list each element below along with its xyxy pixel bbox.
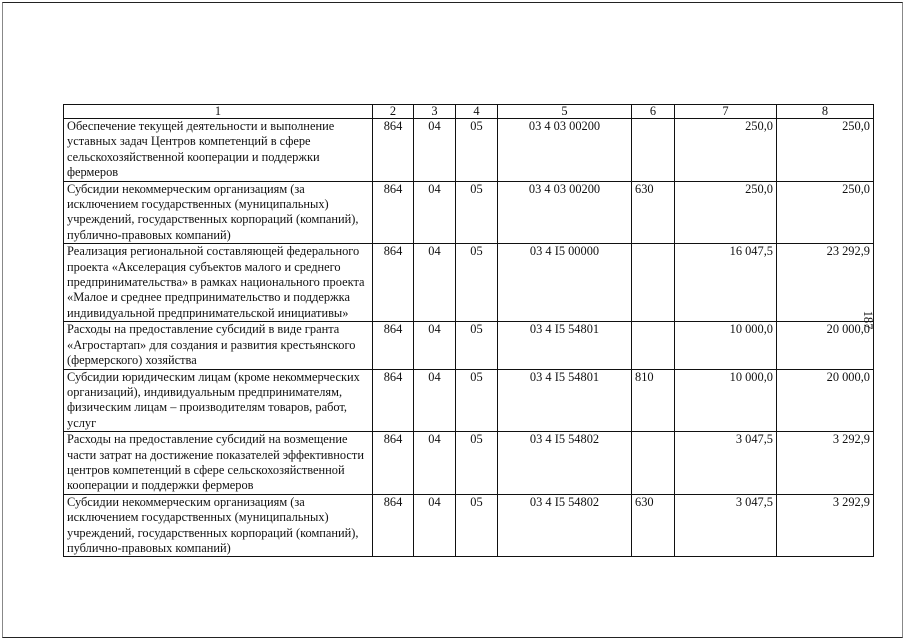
row-name: Субсидии некоммерческим организациям (за исключением государственных (муниципальных) учреждений, государственных корпораций (компаний), публично-правовых компаний): [64, 494, 373, 557]
row-expense-type: [632, 244, 675, 322]
row-name: Субсидии юридическим лицам (кроме некоммерческих организаций), индивидуальным предпринимателям, физическим лицам – производителям товаров, работ, услуг: [64, 369, 373, 432]
row-name: Расходы на предоставление субсидий на возмещение части затрат на достижение показателей эффективности центров компетенций в сфере сельскохозяйственной кооперации и поддержки фермеров: [64, 432, 373, 495]
row-section-code: 04: [414, 494, 456, 557]
row-expense-type: [632, 322, 675, 369]
page-number: 187: [861, 310, 875, 330]
row-sum-1: 250,0: [675, 181, 777, 244]
column-header: 5: [498, 105, 632, 119]
column-number-row: [64, 105, 874, 119]
row-ministry-code: 864: [373, 369, 414, 432]
row-ministry-code: 864: [373, 322, 414, 369]
budget-table: [63, 104, 874, 557]
row-section-code: 04: [414, 181, 456, 244]
column-header: 7: [675, 105, 777, 119]
row-sum-2: 20 000,0: [777, 369, 874, 432]
row-section-code: 04: [414, 432, 456, 495]
row-sum-2: 3 292,9: [777, 494, 874, 557]
row-sum-2: 250,0: [777, 119, 874, 182]
column-header: 6: [632, 105, 675, 119]
row-expense-type: 630: [632, 181, 675, 244]
row-target-code: 03 4 I5 00000: [498, 244, 632, 322]
row-sum-1: 10 000,0: [675, 322, 777, 369]
row-ministry-code: 864: [373, 432, 414, 495]
row-target-code: 03 4 I5 54802: [498, 432, 632, 495]
column-header: 3: [414, 105, 456, 119]
table-row: [64, 432, 874, 495]
row-target-code: 03 4 I5 54801: [498, 322, 632, 369]
row-target-code: 03 4 03 00200: [498, 181, 632, 244]
row-section-code: 04: [414, 119, 456, 182]
row-section-code: 04: [414, 322, 456, 369]
row-subsection-code: 05: [456, 119, 498, 182]
row-target-code: 03 4 I5 54802: [498, 494, 632, 557]
column-header: 1: [64, 105, 373, 119]
row-sum-1: 10 000,0: [675, 369, 777, 432]
table-row: [64, 369, 874, 432]
row-section-code: 04: [414, 369, 456, 432]
table-row: [64, 244, 874, 322]
row-name: Обеспечение текущей деятельности и выполнение уставных задач Центров компетенций в сфере сельскохозяйственной кооперации и поддержки фермеров: [64, 119, 373, 182]
table-row: [64, 494, 874, 557]
row-ministry-code: 864: [373, 181, 414, 244]
row-name: Субсидии некоммерческим организациям (за исключением государственных (муниципальных) учреждений, государственных корпораций (компаний), публично-правовых компаний): [64, 181, 373, 244]
row-ministry-code: 864: [373, 494, 414, 557]
column-header: 4: [456, 105, 498, 119]
row-subsection-code: 05: [456, 244, 498, 322]
table-row: [64, 119, 874, 182]
row-ministry-code: 864: [373, 119, 414, 182]
row-sum-2: 3 292,9: [777, 432, 874, 495]
row-expense-type: [632, 119, 675, 182]
row-name: Реализация региональной составляющей федерального проекта «Акселерация субъектов малого и среднего предпринимательства» в рамках национального проекта «Малое и среднее предпринимательство и поддержка индивидуальной предпринимательской инициативы»: [64, 244, 373, 322]
row-sum-1: 3 047,5: [675, 494, 777, 557]
table-row: [64, 322, 874, 369]
row-subsection-code: 05: [456, 369, 498, 432]
row-expense-type: 810: [632, 369, 675, 432]
row-expense-type: 630: [632, 494, 675, 557]
row-sum-1: 16 047,5: [675, 244, 777, 322]
row-expense-type: [632, 432, 675, 495]
row-name: Расходы на предоставление субсидий в виде гранта «Агростартап» для создания и развития крестьянского (фермерского) хозяйства: [64, 322, 373, 369]
row-section-code: 04: [414, 244, 456, 322]
table-row: [64, 181, 874, 244]
row-subsection-code: 05: [456, 322, 498, 369]
row-sum-2: 250,0: [777, 181, 874, 244]
column-header: 8: [777, 105, 874, 119]
row-target-code: 03 4 I5 54801: [498, 369, 632, 432]
row-target-code: 03 4 03 00200: [498, 119, 632, 182]
row-ministry-code: 864: [373, 244, 414, 322]
row-subsection-code: 05: [456, 494, 498, 557]
row-sum-2: 20 000,0: [777, 322, 874, 369]
row-sum-2: 23 292,9: [777, 244, 874, 322]
row-sum-1: 250,0: [675, 119, 777, 182]
row-subsection-code: 05: [456, 432, 498, 495]
row-subsection-code: 05: [456, 181, 498, 244]
row-sum-1: 3 047,5: [675, 432, 777, 495]
column-header: 2: [373, 105, 414, 119]
